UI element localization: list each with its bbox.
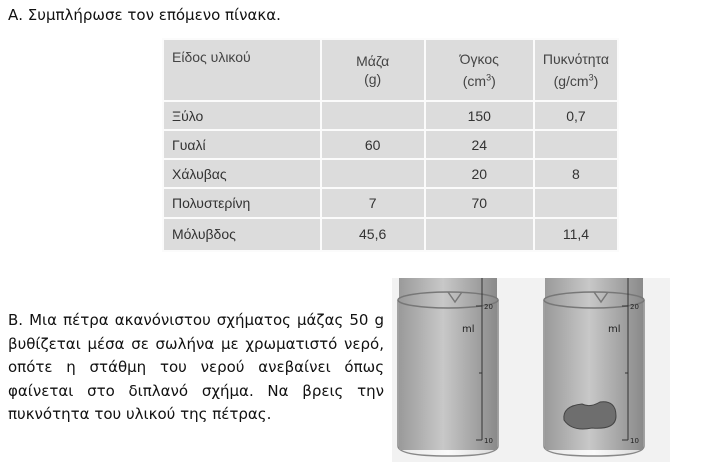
beaker-before	[398, 278, 498, 456]
table-row	[163, 188, 618, 217]
cell-volume: 70	[425, 188, 534, 217]
table-row	[163, 101, 618, 130]
header-volume-unit: $(cm^3)$	[462, 72, 496, 89]
cell-material: Πολυστερίνη	[163, 188, 321, 217]
cell-material: Μόλυβδος	[163, 218, 321, 251]
cell-material: Ξύλο	[163, 101, 321, 130]
cell-density: 11,4	[534, 218, 618, 251]
scale-label: 20	[484, 303, 493, 311]
header-mass-label: Μάζα	[356, 53, 390, 69]
cell-volume: 24	[425, 130, 534, 159]
header-volume-label: Όγκος	[459, 51, 499, 68]
unit-label-after: ml	[608, 324, 621, 335]
table-row	[163, 159, 618, 188]
header-mass-unit: (g)	[364, 71, 382, 87]
cell-mass	[321, 159, 425, 188]
cell-mass: 7	[321, 188, 425, 217]
cell-mass: 60	[321, 130, 425, 159]
beaker-after	[544, 278, 644, 456]
cell-density: 8	[534, 159, 618, 188]
cell-volume: 150	[425, 101, 534, 130]
scale-label: 10	[484, 437, 493, 445]
cell-volume	[425, 218, 534, 251]
table-row	[163, 218, 618, 251]
header-density-label: Πυκνότητα	[542, 51, 609, 68]
cell-material: Χάλυβας	[163, 159, 321, 188]
header-density	[534, 39, 618, 101]
beakers-figure	[392, 278, 670, 462]
scale-label: 10	[630, 437, 639, 445]
part-b-problem-text: Β. Μια πέτρα ακανόνιστου σχήματος μάζας 50 g βυθίζεται μέσα σε σωλήνα με χρωματιστό νερό, οπότε η στάθμη του νερού ανεβαίνει όπως φαίνεται στο διπλανό σχήμα. Να βρεις την πυκνότητα του υλικού της πέτρας.	[8, 311, 384, 423]
unit-label-before: ml	[462, 324, 475, 335]
header-mass	[321, 39, 425, 101]
table-header-row	[163, 39, 618, 101]
scale-label: 20	[630, 303, 639, 311]
table-row	[163, 130, 618, 159]
cell-volume: 20	[425, 159, 534, 188]
cell-density	[534, 130, 618, 159]
cell-mass: 45,6	[321, 218, 425, 251]
materials-table	[162, 38, 619, 252]
header-density-unit: $(g/cm^3)$	[553, 72, 599, 89]
cell-mass	[321, 101, 425, 130]
cell-density	[534, 188, 618, 217]
cell-material: Γυαλί	[163, 130, 321, 159]
header-material: Είδος υλικού	[163, 39, 321, 101]
header-volume	[425, 39, 534, 101]
part-a-heading: Α. Συμπλήρωσε τον επόμενο πίνακα.	[8, 6, 281, 24]
cell-density: 0,7	[534, 101, 618, 130]
